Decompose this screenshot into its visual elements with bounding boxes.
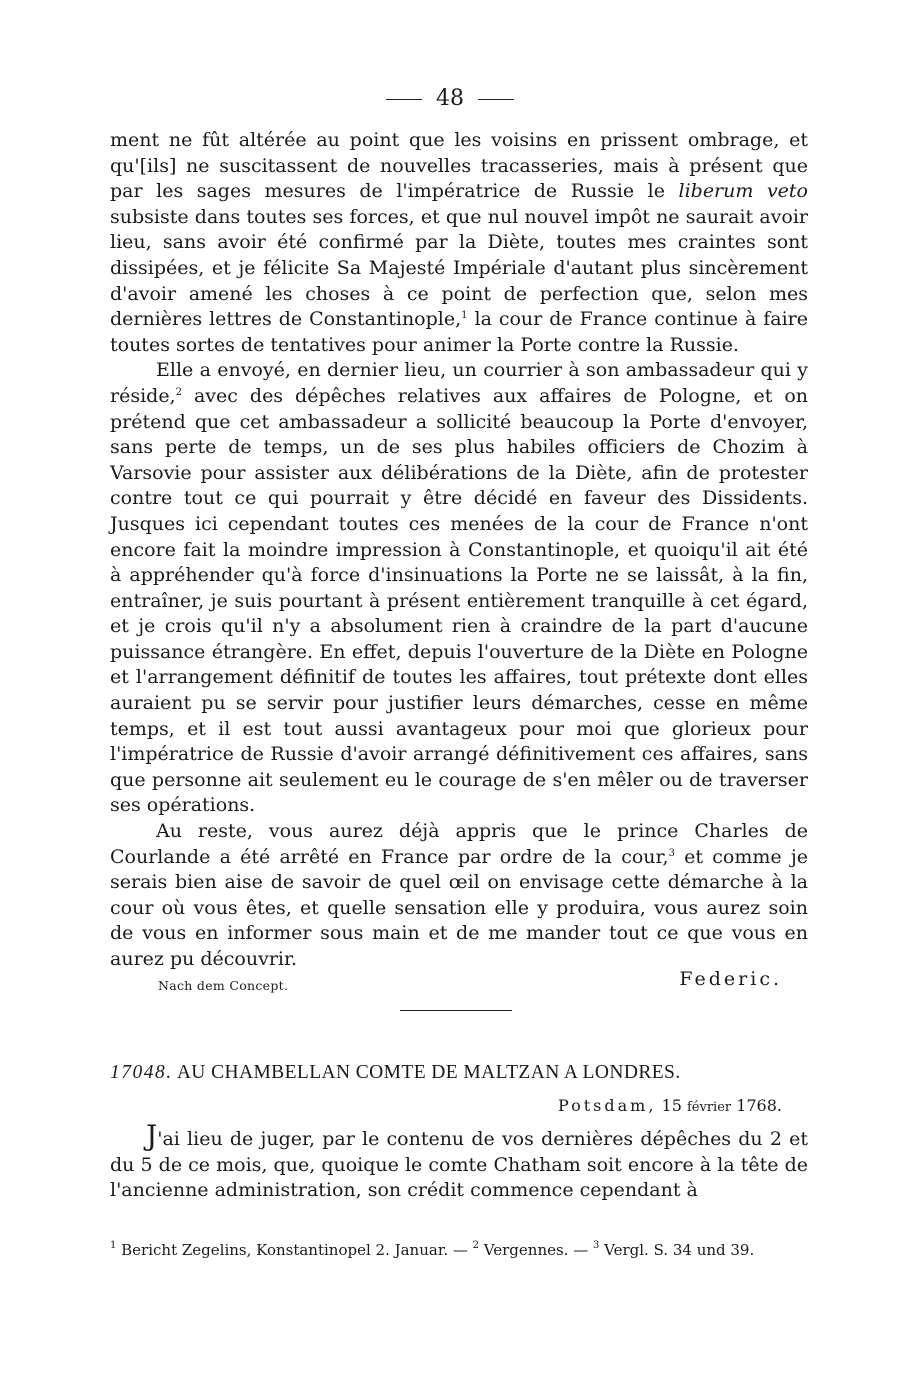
footnote-text: Vergl. S. 34 und 39. [599,1241,755,1259]
paragraph-text: et comme je serais bien aise de savoir de quel œil on envisage cette démarche à la cour où vous êtes, et quelle sensation elle y produira, vous aurez soin de vous en informer sous main et de me mander tout ce que vous en aurez pu découvrir. [110,845,808,970]
date-day: 15 [656,1096,687,1115]
body-text [110,128,808,973]
drop-cap: J [146,1119,158,1152]
letter-heading [110,1062,808,1084]
letter-dateline [558,1096,782,1115]
paragraph-2 [110,358,808,819]
paragraph-text: Au reste, vous aurez déjà appris que le prince Charles de Courlande a été arrêté en France par ordre de la cour, [110,820,808,868]
letter-paragraph-text: 'ai lieu de juger, par le contenu de vos dernières dépêches du 2 et du 5 de ce mois, que, quoique le comte Chatham soit encore à la tête de l'ancienne administration, son crédit commence cependant à [110,1128,808,1202]
page-number-header [0,86,900,111]
paragraph-1 [110,128,808,358]
letter-text [110,1119,808,1204]
source-note: Nach dem Concept. [158,978,289,993]
paragraph-text: subsiste dans toutes ses forces, et que nul nouvel impôt ne saurait avoir lieu, sans avoir été confirmé par la Diète, toutes mes craintes sont dissipées, et je félicite Sa Majesté Impériale d'autant plus sincèrement d'avoir amené les choses à ce point de perfection que, selon mes dernières lettres de Constantinople, [110,205,808,331]
header-dash-left [386,99,422,100]
paragraph-3 [110,819,808,973]
footnote-text: Vergennes. — [479,1241,593,1259]
letter-number: 17048. [110,1062,173,1083]
paragraph-text: avec des dépêches relatives aux affaires de Pologne, et on prétend que cet ambassadeur a sollicité beaucoup la Porte d'envoyer, sans perte de temps, un de ses plus habiles officiers de Chozim à Varsovie pour assister aux délibérations de la Diète, afin de protester contre tout ce qui pourrait y être décidé en faveur des Dissidents. Jusques ici cependant toutes ces menées de la cour de France n'ont encore fait la moindre impression à Constantinople, et quoiqu'il ait été à appréhender qu'à force d'insinuations la Porte ne se laissât, à la fin, entraîner, je suis pourtant à présent entièrement tranquille à cet égard, et je crois qu'il n'y a absolument rien à craindre de la part d'aucune puissance étrangère. En effet, depuis l'ouverture de la Diète en Pologne et l'arrangement définitif de toutes les affaires, tout prétexte dont elles auraient pu se servir pour justifier leurs démarches, cesse en même temps, et il est tout aussi avantageux pour moi que glorieux pour l'impératrice de Russie d'avoir arrangé définitivement ces affaires, sans que personne ait seulement eu le courage de s'en mêler ou de traverser ses opérations. [110,384,808,817]
footnotes [110,1238,808,1262]
footnote-ref[interactable]: 2 [175,386,182,398]
footnote-marker: 3 [592,1240,600,1251]
section-separator [400,1010,512,1011]
date-year: 1768. [731,1096,782,1115]
header-dash-right [478,99,514,100]
footnote-text: Bericht Zegelins, Konstantinopel 2. Januar. — [116,1241,473,1259]
footnote-ref[interactable]: 1 [461,310,468,322]
paragraph-text: Elle a envoyé, en dernier lieu, un courrier à son ambassadeur qui y réside, [110,359,808,407]
page-number: 48 [436,86,464,111]
letter-title: AU CHAMBELLAN COMTE DE MALTZAN A LONDRES. [176,1062,681,1083]
paragraph-text: ment ne fût altérée au point que les voisins en prissent ombrage, et qu'[ils] ne suscitassent de nouvelles tracasseries, mais à présent que par les sages mesures de l'impératrice de Russie le [110,129,808,203]
italic-phrase: liberum veto [678,180,808,203]
signature-row [110,968,808,998]
footnote-ref[interactable]: 3 [668,847,675,859]
footnote-marker: 1 [110,1240,117,1251]
footnote-marker: 2 [472,1240,480,1251]
letter-paragraph [110,1119,808,1204]
date-place: Potsdam, [558,1096,657,1115]
date-month: février [686,1100,732,1115]
signature: Federic. [679,968,782,990]
paragraph-text: la cour de France continue à faire toutes sortes de tentatives pour animer la Porte contre la Russie. [110,308,808,356]
